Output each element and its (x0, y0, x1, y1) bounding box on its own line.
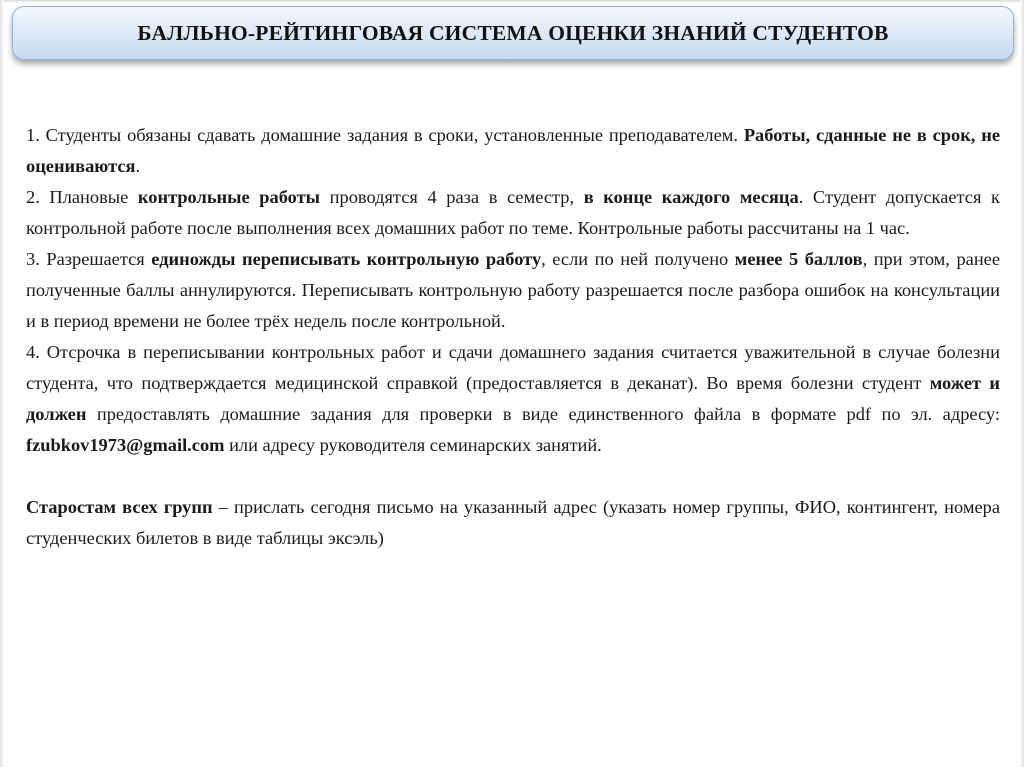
rule-4-text-3: или адресу руководителя семинарских занятий. (224, 435, 602, 455)
slide-frame-left (0, 0, 4, 767)
rule-2 (26, 182, 1000, 244)
rule-2-text: 2. Плановые (26, 187, 138, 207)
rule-4 (26, 337, 1000, 461)
rule-4-text: 4. Отсрочка в переписывании контрольных работ и сдачи домашнего задания считается уважительной в случае болезни студента, что подтверждается медицинской справкой (предоставляется в деканат). Во время болезни студент (26, 342, 1000, 393)
rule-3-emphasis-2: менее 5 баллов (734, 249, 863, 269)
rules-body (26, 120, 1000, 554)
group-leaders-notice (26, 492, 1000, 554)
title-banner (12, 6, 1014, 60)
rule-3-text-3: , при этом, ранее полученные баллы аннулируются. Переписывать контрольную работу разрешается после разбора ошибок на консультации и в период времени не более трёх недель после контрольной. (26, 249, 1000, 331)
rule-2-emphasis-1: контрольные работы (137, 187, 321, 207)
slide-frame-top (0, 0, 1024, 3)
notice-text: – прислать сегодня письмо на указанный адрес (указать номер группы, ФИО, контингент, номера студенческих билетов в виде таблицы эксэль) (26, 497, 1000, 548)
rule-1-emphasis: Работы, сданные не в срок, не оцениваются (26, 125, 1000, 176)
email-address: fzubkov1973@gmail.com (26, 435, 225, 455)
rule-3-emphasis-1: единожды переписывать контрольную работу (151, 249, 542, 269)
rule-4-text-2: предоставлять домашние задания для проверки в виде единственного файла в формате pdf по эл. адресу: (86, 404, 1000, 424)
rule-1-text: 1. Студенты обязаны сдавать домашние задания в сроки, установленные преподавателем. (26, 125, 744, 145)
notice-emphasis: Старостам всех групп (26, 497, 213, 517)
paragraph-gap (26, 461, 1000, 492)
slide-frame-right (1020, 0, 1024, 767)
page-title: БАЛЛЬНО-РЕЙТИНГОВАЯ СИСТЕМА ОЦЕНКИ ЗНАНИЙ СТУДЕНТОВ (137, 20, 889, 45)
rule-3 (26, 244, 1000, 337)
rule-3-text: 3. Разрешается (26, 249, 152, 269)
rule-4-emphasis: может и должен (26, 373, 1000, 424)
rule-1-end: . (135, 156, 141, 176)
rule-2-text-3: . Студент допускается к контрольной работе после выполнения всех домашних работ по теме. Контрольные работы рассчитаны на 1 час. (26, 187, 1000, 238)
rule-3-text-2: , если по ней получено (541, 249, 735, 269)
rule-2-text-2: проводятся 4 раза в семестр, (320, 187, 584, 207)
rule-2-emphasis-2: в конце каждого месяца (583, 187, 799, 207)
rule-1 (26, 120, 1000, 182)
